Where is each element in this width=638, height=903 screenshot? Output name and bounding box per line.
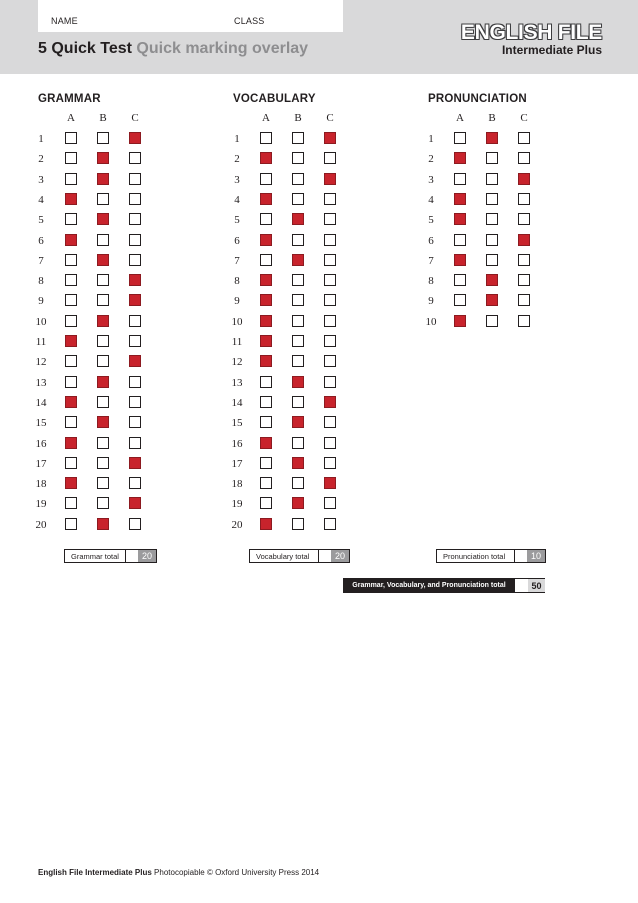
grammar-answer-box-a: [65, 173, 77, 185]
grand-total-label: Grammar, Vocabulary, and Pronunciation total: [343, 578, 515, 593]
vocabulary-total-label: Vocabulary total: [250, 550, 318, 562]
vocabulary-answer-box-c: [324, 152, 336, 164]
pronunciation-answer-box-c: [518, 254, 530, 266]
grammar-answer-box-a: [65, 294, 77, 306]
pronunciation-answer-box-a: [454, 234, 466, 246]
pronunciation-answer-box-c: [518, 132, 530, 144]
grammar-answer-box-c-marked: [129, 274, 141, 286]
grammar-answer-box-b-marked: [97, 213, 109, 225]
vocabulary-question-number: 14: [231, 397, 243, 409]
vocabulary-answer-box-c-marked: [324, 132, 336, 144]
vocabulary-column-a: A: [262, 112, 270, 124]
grammar-question-number: 15: [35, 417, 47, 429]
vocabulary-question-number: 9: [234, 295, 240, 307]
grammar-column-b: B: [99, 112, 107, 124]
grammar-answer-box-a: [65, 213, 77, 225]
grammar-question-number: 17: [35, 458, 47, 470]
vocabulary-answer-box-b-marked: [292, 457, 304, 469]
grammar-answer-box-a: [65, 457, 77, 469]
vocabulary-answer-box-a-marked: [260, 152, 272, 164]
grammar-answer-box-b-marked: [97, 152, 109, 164]
vocabulary-answer-box-a: [260, 254, 272, 266]
vocabulary-question-number: 20: [231, 519, 243, 531]
vocabulary-answer-box-a-marked: [260, 355, 272, 367]
pronunciation-section-title: PRONUNCIATION: [428, 93, 527, 105]
grammar-answer-box-a-marked: [65, 335, 77, 347]
grammar-column-a: A: [67, 112, 75, 124]
pronunciation-question-number: 4: [428, 194, 434, 206]
grammar-answer-box-b: [97, 193, 109, 205]
vocabulary-question-number: 17: [231, 458, 243, 470]
grammar-answer-box-b-marked: [97, 518, 109, 530]
footer: [38, 868, 319, 877]
grammar-answer-box-a-marked: [65, 396, 77, 408]
grammar-question-number: 8: [38, 275, 44, 287]
grammar-answer-box-b: [97, 437, 109, 449]
pronunciation-answer-box-b-marked: [486, 132, 498, 144]
vocabulary-answer-box-a-marked: [260, 193, 272, 205]
pronunciation-answer-box-a-marked: [454, 315, 466, 327]
vocabulary-answer-box-c: [324, 234, 336, 246]
vocabulary-answer-box-c: [324, 457, 336, 469]
vocabulary-answer-box-b: [292, 477, 304, 489]
brand-subtitle: Intermediate Plus: [501, 43, 602, 57]
grammar-answer-box-a-marked: [65, 477, 77, 489]
grammar-question-number: 16: [35, 438, 47, 450]
vocabulary-question-number: 16: [231, 438, 243, 450]
grammar-answer-box-b: [97, 132, 109, 144]
unit-title-main: 5 Quick Test: [38, 40, 132, 57]
pronunciation-answer-box-a: [454, 294, 466, 306]
vocabulary-answer-box-b: [292, 193, 304, 205]
grammar-answer-box-c: [129, 213, 141, 225]
vocabulary-answer-box-c: [324, 437, 336, 449]
vocabulary-answer-box-b: [292, 274, 304, 286]
grammar-answer-box-a: [65, 355, 77, 367]
vocabulary-answer-box-c: [324, 315, 336, 327]
pronunciation-question-number: 3: [428, 174, 434, 186]
grammar-total-max: 20: [138, 550, 156, 562]
grammar-answer-box-c: [129, 376, 141, 388]
vocabulary-question-number: 1: [234, 133, 240, 145]
name-class-box: [38, 0, 343, 32]
vocabulary-question-number: 19: [231, 498, 243, 510]
pronunciation-answer-box-c: [518, 152, 530, 164]
pronunciation-total-max: 10: [527, 550, 545, 562]
vocabulary-question-number: 15: [231, 417, 243, 429]
vocabulary-answer-box-a-marked: [260, 315, 272, 327]
pronunciation-question-number: 10: [425, 316, 437, 328]
footer-copyright: Photocopiable © Oxford University Press 2014: [151, 868, 320, 877]
vocabulary-answer-box-c: [324, 193, 336, 205]
vocabulary-answer-box-c: [324, 274, 336, 286]
vocabulary-answer-box-b: [292, 315, 304, 327]
vocabulary-question-number: 6: [234, 235, 240, 247]
vocabulary-total-max: 20: [331, 550, 349, 562]
pronunciation-question-number: 1: [428, 133, 434, 145]
vocabulary-total-score-field: [318, 550, 331, 562]
vocabulary-answer-box-a-marked: [260, 335, 272, 347]
pronunciation-answer-box-b: [486, 152, 498, 164]
grammar-answer-box-a-marked: [65, 437, 77, 449]
grammar-answer-box-b: [97, 355, 109, 367]
vocabulary-answer-box-b: [292, 335, 304, 347]
grammar-answer-box-a-marked: [65, 193, 77, 205]
brand-title: ENGLISH FILE: [460, 21, 602, 44]
vocabulary-answer-box-c: [324, 376, 336, 388]
vocabulary-answer-box-c: [324, 294, 336, 306]
pronunciation-answer-box-b: [486, 213, 498, 225]
vocabulary-answer-box-c: [324, 518, 336, 530]
vocabulary-answer-box-a: [260, 376, 272, 388]
vocabulary-answer-box-c: [324, 497, 336, 509]
pronunciation-column-c: C: [520, 112, 528, 124]
pronunciation-answer-box-b: [486, 173, 498, 185]
grand-total-box: [343, 578, 545, 593]
vocabulary-answer-box-b: [292, 437, 304, 449]
vocabulary-answer-box-b: [292, 132, 304, 144]
pronunciation-total-box: [436, 549, 546, 563]
vocabulary-answer-box-a-marked: [260, 437, 272, 449]
vocabulary-answer-box-b-marked: [292, 497, 304, 509]
vocabulary-answer-box-b-marked: [292, 213, 304, 225]
grammar-answer-box-c: [129, 437, 141, 449]
pronunciation-answer-box-c-marked: [518, 234, 530, 246]
grand-total-max: 50: [528, 578, 545, 593]
grammar-question-number: 6: [38, 235, 44, 247]
pronunciation-answer-box-a: [454, 132, 466, 144]
brand-logo: [461, 22, 602, 57]
class-label: CLASS: [234, 16, 265, 26]
grammar-answer-box-c: [129, 396, 141, 408]
pronunciation-answer-box-b: [486, 315, 498, 327]
vocabulary-question-number: 18: [231, 478, 243, 490]
vocabulary-answer-box-a: [260, 457, 272, 469]
vocabulary-answer-box-c: [324, 335, 336, 347]
grammar-answer-box-c: [129, 416, 141, 428]
grammar-section-title: GRAMMAR: [38, 93, 101, 105]
grammar-answer-box-b-marked: [97, 376, 109, 388]
grammar-total-score-field: [125, 550, 138, 562]
unit-subtitle: Quick marking overlay: [136, 40, 309, 57]
grammar-answer-box-b-marked: [97, 173, 109, 185]
vocabulary-answer-box-a: [260, 132, 272, 144]
pronunciation-total-score-field: [514, 550, 527, 562]
grammar-answer-box-c: [129, 234, 141, 246]
pronunciation-answer-box-a-marked: [454, 213, 466, 225]
grammar-answer-box-c: [129, 152, 141, 164]
grammar-answer-box-c: [129, 254, 141, 266]
unit-title: [38, 40, 308, 58]
grammar-answer-box-b: [97, 294, 109, 306]
grammar-question-number: 11: [35, 336, 47, 348]
grammar-question-number: 14: [35, 397, 47, 409]
vocabulary-answer-box-b: [292, 152, 304, 164]
pronunciation-answer-box-a-marked: [454, 152, 466, 164]
vocabulary-question-number: 11: [231, 336, 243, 348]
pronunciation-answer-box-b: [486, 254, 498, 266]
vocabulary-column-c: C: [326, 112, 334, 124]
vocabulary-answer-box-a-marked: [260, 294, 272, 306]
vocabulary-question-number: 7: [234, 255, 240, 267]
vocabulary-answer-box-b: [292, 234, 304, 246]
pronunciation-column-b: B: [488, 112, 496, 124]
grammar-question-number: 2: [38, 153, 44, 165]
grammar-answer-box-c: [129, 518, 141, 530]
grammar-answer-box-b: [97, 335, 109, 347]
pronunciation-answer-box-a-marked: [454, 254, 466, 266]
pronunciation-answer-box-b-marked: [486, 294, 498, 306]
vocabulary-question-number: 10: [231, 316, 243, 328]
grammar-answer-box-c-marked: [129, 497, 141, 509]
grammar-answer-box-c-marked: [129, 132, 141, 144]
vocabulary-question-number: 3: [234, 174, 240, 186]
vocabulary-question-number: 2: [234, 153, 240, 165]
grammar-answer-box-c-marked: [129, 355, 141, 367]
pronunciation-question-number: 8: [428, 275, 434, 287]
vocabulary-answer-box-b-marked: [292, 416, 304, 428]
grammar-answer-box-c: [129, 173, 141, 185]
pronunciation-answer-box-c-marked: [518, 173, 530, 185]
vocabulary-answer-box-c: [324, 213, 336, 225]
pronunciation-answer-box-a-marked: [454, 193, 466, 205]
footer-book-title: English File Intermediate Plus: [38, 868, 152, 877]
vocabulary-answer-box-b-marked: [292, 376, 304, 388]
grammar-answer-box-a: [65, 497, 77, 509]
pronunciation-answer-box-c: [518, 294, 530, 306]
pronunciation-answer-box-b-marked: [486, 274, 498, 286]
pronunciation-column-a: A: [456, 112, 464, 124]
pronunciation-answer-box-a: [454, 274, 466, 286]
vocabulary-question-number: 4: [234, 194, 240, 206]
vocabulary-question-number: 13: [231, 377, 243, 389]
grammar-question-number: 5: [38, 214, 44, 226]
grammar-question-number: 12: [35, 356, 47, 368]
pronunciation-question-number: 5: [428, 214, 434, 226]
pronunciation-answer-box-c: [518, 315, 530, 327]
grammar-answer-box-c: [129, 335, 141, 347]
grammar-question-number: 13: [35, 377, 47, 389]
vocabulary-column-b: B: [294, 112, 302, 124]
vocabulary-answer-box-a: [260, 213, 272, 225]
vocabulary-answer-box-a: [260, 416, 272, 428]
vocabulary-answer-box-c-marked: [324, 396, 336, 408]
grammar-question-number: 7: [38, 255, 44, 267]
grammar-answer-box-c: [129, 477, 141, 489]
vocabulary-answer-box-a: [260, 497, 272, 509]
grammar-answer-box-b-marked: [97, 315, 109, 327]
grammar-answer-box-c: [129, 193, 141, 205]
pronunciation-answer-box-c: [518, 213, 530, 225]
vocabulary-answer-box-b: [292, 355, 304, 367]
grammar-answer-box-b-marked: [97, 416, 109, 428]
grammar-answer-box-b: [97, 497, 109, 509]
vocabulary-answer-box-a: [260, 396, 272, 408]
pronunciation-total-label: Pronunciation total: [437, 550, 514, 562]
vocabulary-section-title: VOCABULARY: [233, 93, 316, 105]
vocabulary-answer-box-c: [324, 355, 336, 367]
vocabulary-question-number: 8: [234, 275, 240, 287]
vocabulary-answer-box-b: [292, 173, 304, 185]
grammar-question-number: 3: [38, 174, 44, 186]
vocabulary-answer-box-b: [292, 518, 304, 530]
grammar-answer-box-a: [65, 315, 77, 327]
grammar-answer-box-b: [97, 274, 109, 286]
grammar-question-number: 1: [38, 133, 44, 145]
grammar-answer-box-c-marked: [129, 457, 141, 469]
page-header: [0, 0, 638, 74]
grammar-question-number: 10: [35, 316, 47, 328]
pronunciation-question-number: 7: [428, 255, 434, 267]
pronunciation-question-number: 9: [428, 295, 434, 307]
grand-total-score-field: [515, 578, 528, 593]
vocabulary-answer-box-c-marked: [324, 173, 336, 185]
pronunciation-answer-box-c: [518, 193, 530, 205]
grammar-answer-box-b-marked: [97, 254, 109, 266]
pronunciation-answer-box-a: [454, 173, 466, 185]
pronunciation-question-number: 2: [428, 153, 434, 165]
vocabulary-total-box: [249, 549, 350, 563]
grammar-answer-box-b: [97, 457, 109, 469]
grammar-answer-box-a: [65, 274, 77, 286]
grammar-column-c: C: [131, 112, 139, 124]
vocabulary-answer-box-c: [324, 416, 336, 428]
pronunciation-answer-box-b: [486, 234, 498, 246]
grammar-answer-box-a-marked: [65, 234, 77, 246]
vocabulary-answer-box-c-marked: [324, 477, 336, 489]
vocabulary-question-number: 12: [231, 356, 243, 368]
grammar-answer-box-b: [97, 234, 109, 246]
grammar-total-box: [64, 549, 157, 563]
vocabulary-question-number: 5: [234, 214, 240, 226]
grammar-answer-box-a: [65, 518, 77, 530]
grammar-answer-box-a: [65, 416, 77, 428]
name-label: NAME: [51, 16, 78, 26]
vocabulary-answer-box-a-marked: [260, 234, 272, 246]
grammar-question-number: 19: [35, 498, 47, 510]
vocabulary-answer-box-c: [324, 254, 336, 266]
vocabulary-answer-box-a-marked: [260, 518, 272, 530]
pronunciation-answer-box-b: [486, 193, 498, 205]
grammar-total-label: Grammar total: [65, 550, 125, 562]
vocabulary-answer-box-a-marked: [260, 274, 272, 286]
grammar-answer-box-a: [65, 254, 77, 266]
grammar-answer-box-c-marked: [129, 294, 141, 306]
grammar-answer-box-c: [129, 315, 141, 327]
grammar-answer-box-a: [65, 376, 77, 388]
grammar-answer-box-a: [65, 132, 77, 144]
vocabulary-answer-box-b-marked: [292, 254, 304, 266]
grammar-question-number: 4: [38, 194, 44, 206]
pronunciation-question-number: 6: [428, 235, 434, 247]
grammar-question-number: 18: [35, 478, 47, 490]
grammar-answer-box-b: [97, 396, 109, 408]
grammar-question-number: 9: [38, 295, 44, 307]
vocabulary-answer-box-a: [260, 173, 272, 185]
vocabulary-answer-box-b: [292, 396, 304, 408]
grammar-answer-box-a: [65, 152, 77, 164]
grammar-answer-box-b: [97, 477, 109, 489]
grammar-question-number: 20: [35, 519, 47, 531]
pronunciation-answer-box-c: [518, 274, 530, 286]
vocabulary-answer-box-a: [260, 477, 272, 489]
vocabulary-answer-box-b: [292, 294, 304, 306]
